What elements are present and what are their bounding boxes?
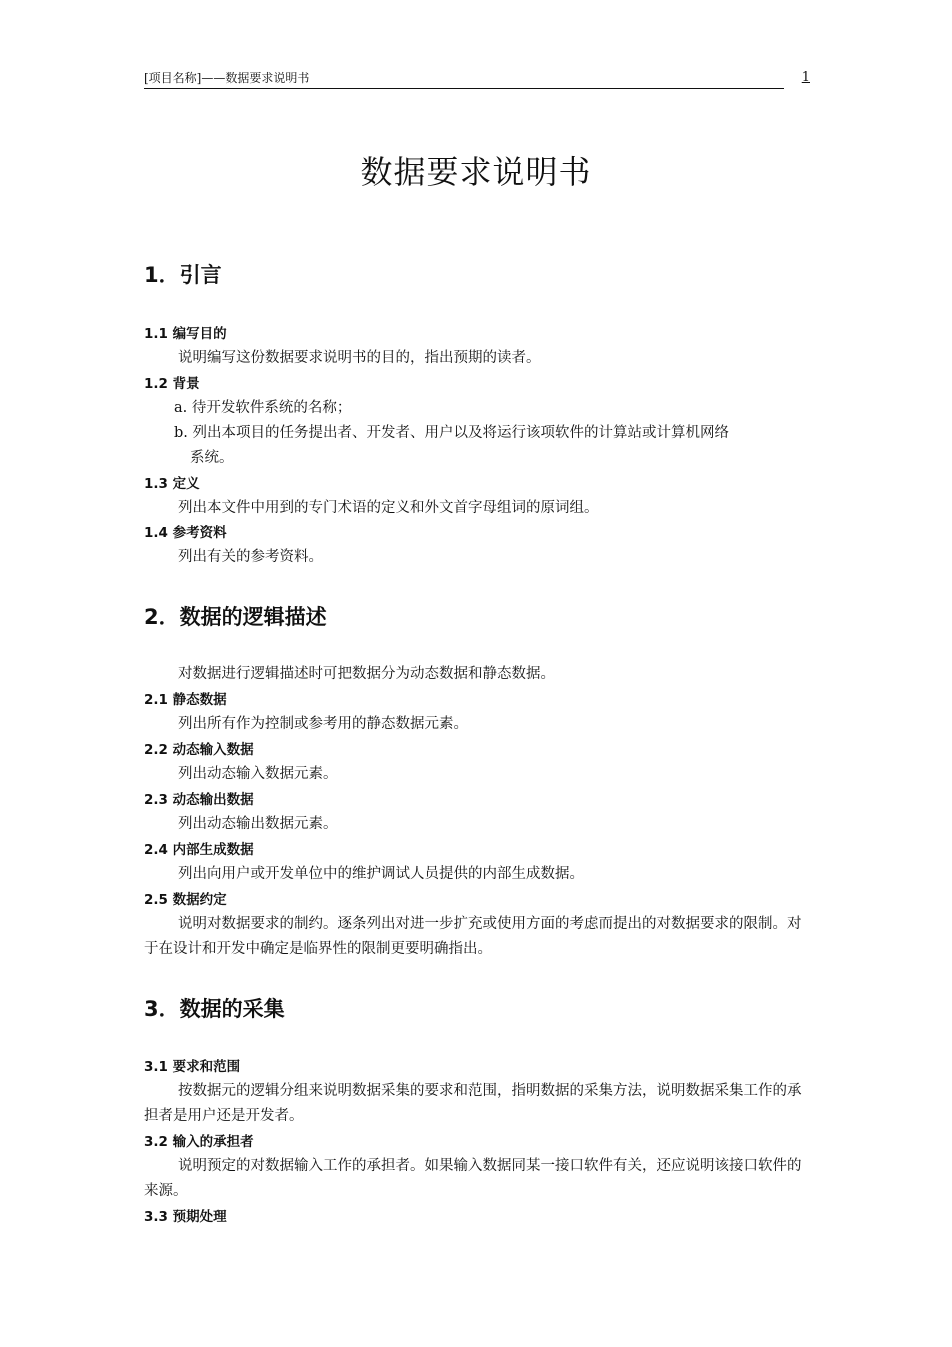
section-2-2-heading: 2.2 动态输入数据 [144, 742, 254, 758]
section-2-4-body: 列出向用户或开发单位中的维护调试人员提供的内部生成数据。 [178, 866, 584, 882]
section-1-1-heading: 1.1 编写目的 [144, 326, 227, 342]
section-3-2-heading: 3.2 输入的承担者 [144, 1134, 254, 1150]
section-2-3-body: 列出动态输出数据元素。 [178, 816, 338, 832]
section-1-2-item-a: a. 待开发软件系统的名称； [174, 400, 352, 416]
section-3-3-heading: 3.3 预期处理 [144, 1209, 227, 1225]
page-number: 1 [801, 70, 810, 85]
section-2-heading: 2．数据的逻辑描述 [144, 605, 327, 629]
section-2-3-heading: 2.3 动态输出数据 [144, 792, 254, 808]
header-text: [项目名称]——数据要求说明书 [144, 71, 310, 85]
section-2-5-heading: 2.5 数据约定 [144, 892, 227, 908]
section-1-2-item-b-cont: 系统。 [190, 450, 234, 466]
header-rule [144, 88, 784, 89]
section-1-2-item-b: b. 列出本项目的任务提出者、开发者、用户以及将运行该项软件的计算站或计算机网络 [174, 425, 729, 441]
section-2-2-body: 列出动态输入数据元素。 [178, 766, 338, 782]
section-3-2-body: 说明预定的对数据输入工作的承担者。如果输入数据同某一接口软件有关，还应说明该接口软件的来源。 [144, 1158, 802, 1199]
document-title: 数据要求说明书 [360, 153, 592, 191]
page-header [144, 70, 810, 90]
section-1-3-body: 列出本文件中用到的专门术语的定义和外文首字母组词的原词组。 [178, 500, 599, 516]
section-2-5-body: 说明对数据要求的制约。逐条列出对进一步扩充或使用方面的考虑而提出的对数据要求的限制。对于在设计和开发中确定是临界性的限制更要明确指出。 [144, 916, 802, 957]
section-1-4-body: 列出有关的参考资料。 [178, 549, 323, 565]
section-1-heading: 1．引言 [144, 263, 222, 287]
section-2-4-heading: 2.4 内部生成数据 [144, 842, 254, 858]
section-3-heading: 3．数据的采集 [144, 997, 285, 1021]
section-2-1-heading: 2.1 静态数据 [144, 692, 227, 708]
section-3-1-heading: 3.1 要求和范围 [144, 1059, 241, 1075]
section-2-intro: 对数据进行逻辑描述时可把数据分为动态数据和静态数据。 [178, 666, 555, 682]
section-1-1-body: 说明编写这份数据要求说明书的目的，指出预期的读者。 [178, 350, 541, 366]
section-1-2-heading: 1.2 背景 [144, 376, 200, 392]
section-3-1-body: 按数据元的逻辑分组来说明数据采集的要求和范围，指明数据的采集方法，说明数据采集工作的承担者是用户还是开发者。 [144, 1083, 802, 1124]
section-2-1-body: 列出所有作为控制或参考用的静态数据元素。 [178, 716, 468, 732]
section-1-4-heading: 1.4 参考资料 [144, 525, 227, 541]
section-1-3-heading: 1.3 定义 [144, 476, 200, 492]
